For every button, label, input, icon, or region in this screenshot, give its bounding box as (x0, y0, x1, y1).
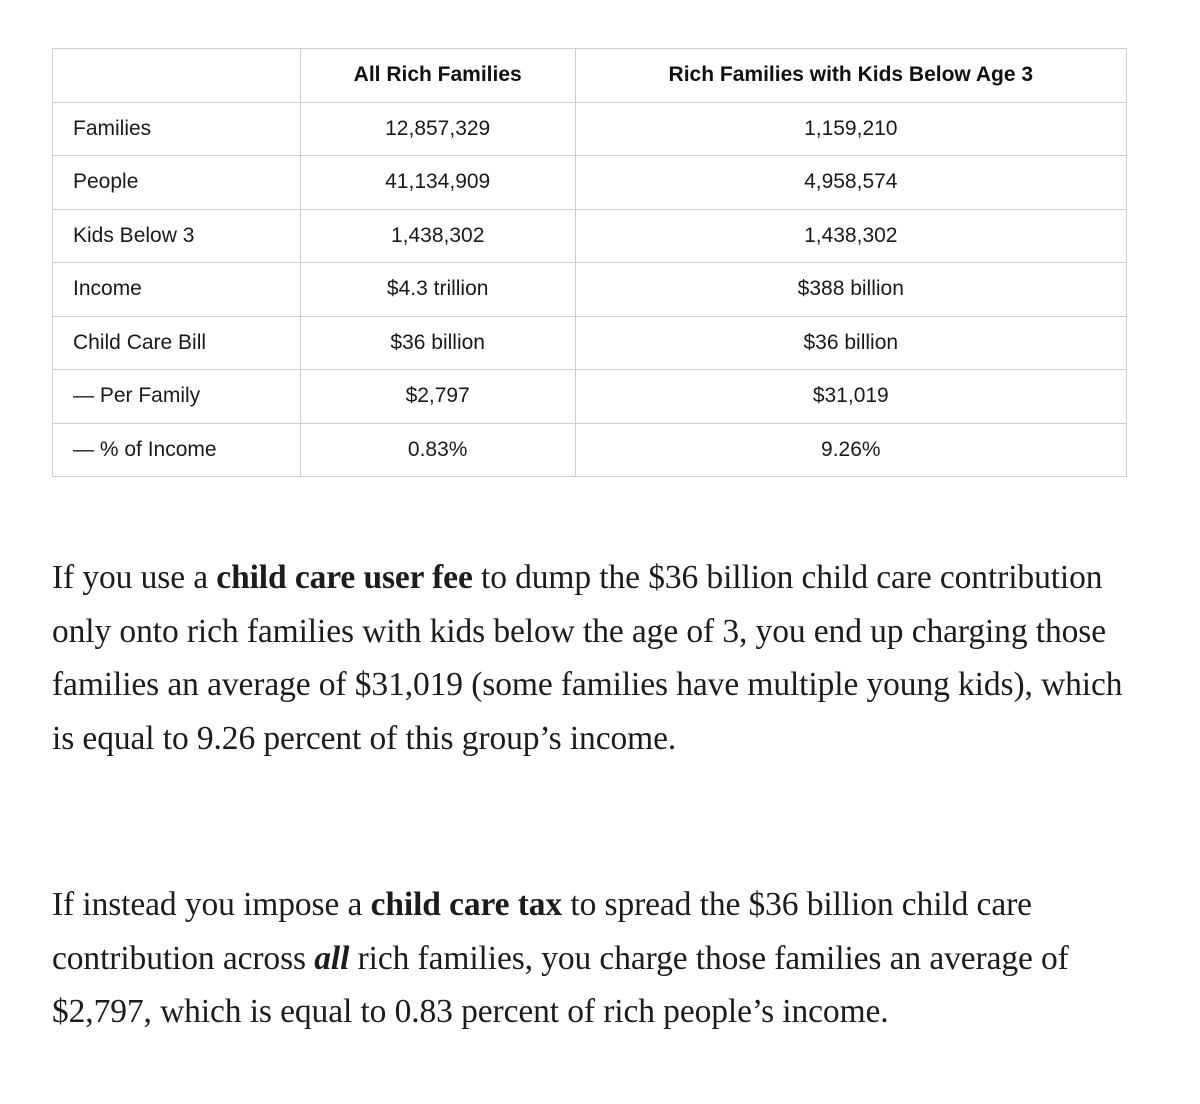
cell-young-families: 1,159,210 (575, 102, 1126, 156)
table-row (53, 316, 1127, 370)
cell-young-income: $388 billion (575, 263, 1126, 317)
header-label-cell (53, 49, 301, 103)
paragraph1-body: to dump the $36 billion child care contribution only onto rich families with kids below the age of 3, you end up charging those families an average of $31,019 (some families have multiple young kids), which is equal to 9.26 percent of this group’s income. (52, 559, 1123, 757)
table-row (53, 423, 1127, 477)
table-row (53, 102, 1127, 156)
row-label-families: Families (53, 102, 301, 156)
cell-all-child-care-bill: $36 billion (300, 316, 575, 370)
paragraph2-intro: If instead you impose a (52, 886, 371, 923)
row-label-per-family: — Per Family (53, 370, 301, 424)
cell-all-families: 12,857,329 (300, 102, 575, 156)
cell-young-percent-of-income: 9.26% (575, 423, 1126, 477)
paragraph2-middle: to spread the $36 billion child care contribution across (52, 886, 1032, 977)
cell-all-income: $4.3 trillion (300, 263, 575, 317)
row-label-child-care-bill: Child Care Bill (53, 316, 301, 370)
cell-all-kids: 1,438,302 (300, 209, 575, 263)
cell-all-per-family: $2,797 (300, 370, 575, 424)
child-care-tax-term: child care tax (370, 886, 563, 923)
comparison-table (52, 48, 1127, 477)
table-row (53, 263, 1127, 317)
table-row (53, 370, 1127, 424)
user-fee-term: child care user fee (216, 559, 473, 596)
cell-all-percent-of-income: 0.83% (300, 423, 575, 477)
all-emphasis: all (314, 939, 350, 977)
table-row (53, 156, 1127, 210)
cell-all-people: 41,134,909 (300, 156, 575, 210)
row-label-income: Income (53, 263, 301, 317)
cell-young-child-care-bill: $36 billion (575, 316, 1126, 370)
table-row (53, 209, 1127, 263)
cell-young-per-family: $31,019 (575, 370, 1126, 424)
paragraph1-intro: If you use a (52, 559, 217, 596)
paragraph2-body: rich families, you charge those families an average of $2,797, which is equal to 0.83 percent of rich people’s income. (52, 939, 1069, 1030)
row-label-percent-of-income: — % of Income (53, 423, 301, 477)
cell-young-kids: 1,438,302 (575, 209, 1126, 263)
paragraph-child-care-tax (52, 878, 1142, 1039)
row-label-kids-below-3: Kids Below 3 (53, 209, 301, 263)
header-rich-families-kids-below-3: Rich Families with Kids Below Age 3 (575, 49, 1126, 103)
paragraph-user-fee (52, 551, 1142, 765)
header-all-rich-families: All Rich Families (300, 49, 575, 103)
cell-young-people: 4,958,574 (575, 156, 1126, 210)
row-label-people: People (53, 156, 301, 210)
table-header-row (53, 49, 1127, 103)
